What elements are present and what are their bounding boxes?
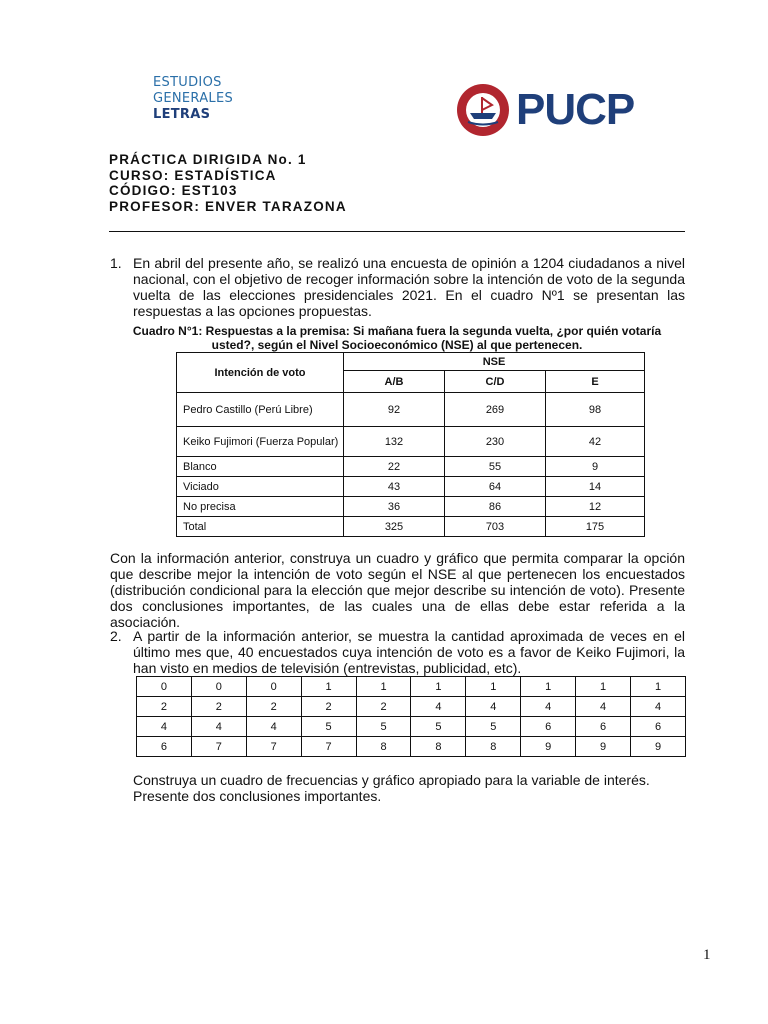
title-codigo: CÓDIGO: EST103	[109, 183, 238, 198]
table-cell: 1	[521, 677, 576, 697]
table-cell: 269	[445, 393, 546, 427]
title-block	[109, 152, 347, 214]
table-cell: 4	[631, 697, 686, 717]
table-cell: 4	[191, 717, 246, 737]
table-cell: 9	[546, 457, 645, 477]
table-cell: 4	[466, 697, 521, 717]
table-cell: 703	[445, 517, 546, 537]
table-cell: 43	[344, 477, 445, 497]
table-cell: 8	[356, 737, 411, 757]
table1-subheader: C/D	[445, 371, 546, 393]
table-cell: 8	[466, 737, 521, 757]
table-cell: 0	[137, 677, 192, 697]
table-cell: 36	[344, 497, 445, 517]
table-cell: 9	[576, 737, 631, 757]
table-cell: 0	[246, 677, 301, 697]
table-cell: 4	[576, 697, 631, 717]
table1-group-header: NSE	[344, 353, 645, 371]
table-row	[177, 393, 645, 427]
table-cell: 325	[344, 517, 445, 537]
table-row	[177, 427, 645, 457]
pucp-seal-icon	[456, 83, 510, 137]
estudios-generales-logo	[153, 75, 233, 123]
table-row	[137, 717, 686, 737]
vote-intention-table	[176, 352, 645, 537]
title-practica: PRÁCTICA DIRIGIDA No. 1	[109, 152, 307, 167]
title-curso: CURSO: ESTADÍSTICA	[109, 167, 277, 183]
table-cell: 6	[521, 717, 576, 737]
q2-text: A partir de la información anterior, se muestra la cantidad aproximada de veces en el último mes que, 40 encuestados cuya intención de voto es a favor de Keiko Fujimori, la han visto en medios de televisión (entrevistas, publicidad, etc).	[133, 628, 685, 676]
table1-col-header: Intención de voto	[177, 353, 344, 393]
table-cell: 86	[445, 497, 546, 517]
table-cell: 5	[466, 717, 521, 737]
pucp-logo: PUCP	[516, 85, 635, 134]
table-cell: 2	[191, 697, 246, 717]
table-cell: 55	[445, 457, 546, 477]
row-label: Keiko Fujimori (Fuerza Popular)	[177, 427, 344, 457]
table-cell: 14	[546, 477, 645, 497]
table-cell: 9	[631, 737, 686, 757]
table1-caption-line2: usted?, según el Nivel Socioeconómico (NSE) al que pertenecen.	[211, 338, 583, 352]
table-cell: 1	[356, 677, 411, 697]
table-cell: 132	[344, 427, 445, 457]
table-cell: 6	[631, 717, 686, 737]
row-label: No precisa	[177, 497, 344, 517]
table-cell: 6	[137, 737, 192, 757]
table-row	[177, 517, 645, 537]
table-row	[177, 477, 645, 497]
row-label: Total	[177, 517, 344, 537]
table1-subheader: E	[546, 371, 645, 393]
table-cell: 1	[576, 677, 631, 697]
table-cell: 5	[411, 717, 466, 737]
table-cell: 6	[576, 717, 631, 737]
table-cell: 7	[191, 737, 246, 757]
q2-number: 2.	[110, 628, 122, 644]
table-cell: 2	[137, 697, 192, 717]
table-cell: 12	[546, 497, 645, 517]
table-row	[137, 697, 686, 717]
q1-instruction: Con la información anterior, construya un cuadro y gráfico que permita comparar la opción que describe mejor la intención de voto según el NSE al que pertenecen los encuestados (distribución condicional para la elección que mejor describe su intención de voto). Presente dos conclusiones importantes, de las cuales una de ellas debe estar referida a la asociación.	[110, 550, 685, 630]
table-cell: 42	[546, 427, 645, 457]
table1-caption-line1: Cuadro N°1: Respuestas a la premisa: Si mañana fuera la segunda vuelta, ¿por quién votaría	[132, 324, 662, 338]
table-cell: 4	[246, 717, 301, 737]
table-cell: 64	[445, 477, 546, 497]
tv-exposure-table	[136, 676, 686, 757]
table-row	[137, 737, 686, 757]
eg-line-2: GENERALES	[153, 91, 234, 106]
q1-number: 1.	[110, 255, 122, 271]
table-cell: 92	[344, 393, 445, 427]
table-cell: 230	[445, 427, 546, 457]
table-cell: 0	[191, 677, 246, 697]
table-cell: 175	[546, 517, 645, 537]
table-cell: 2	[246, 697, 301, 717]
row-label: Blanco	[177, 457, 344, 477]
table-cell: 9	[521, 737, 576, 757]
eg-line-1: ESTUDIOS	[153, 75, 222, 90]
title-profesor: PROFESOR: ENVER TARAZONA	[109, 198, 347, 214]
table-cell: 1	[411, 677, 466, 697]
table1-caption	[110, 324, 684, 352]
row-label: Pedro Castillo (Perú Libre)	[177, 393, 344, 427]
table-cell: 4	[137, 717, 192, 737]
table-cell: 2	[301, 697, 356, 717]
table-cell: 4	[521, 697, 576, 717]
table-cell: 4	[411, 697, 466, 717]
table-cell: 1	[631, 677, 686, 697]
table-cell: 22	[344, 457, 445, 477]
q1-text: En abril del presente año, se realizó una encuesta de opinión a 1204 ciudadanos a nivel nacional, con el objetivo de recoger información sobre la intención de voto de la segunda vuelta de las elecciones presidenciales 2021. En el cuadro Nº1 se presentan las respuestas a las opciones propuestas.	[133, 255, 685, 319]
eg-line-3: LETRAS	[153, 107, 211, 122]
table-cell: 2	[356, 697, 411, 717]
header-divider	[109, 231, 685, 232]
q2-instruction: Construya un cuadro de frecuencias y gráfico apropiado para la variable de interés. Presente dos conclusiones importantes.	[133, 772, 650, 804]
table-cell: 7	[246, 737, 301, 757]
table-cell: 1	[466, 677, 521, 697]
table-cell: 8	[411, 737, 466, 757]
table-row	[177, 497, 645, 517]
table-row	[137, 677, 686, 697]
table-cell: 7	[301, 737, 356, 757]
table-cell: 98	[546, 393, 645, 427]
page-number: 1	[703, 947, 711, 963]
table-row	[177, 457, 645, 477]
table-cell: 5	[301, 717, 356, 737]
row-label: Viciado	[177, 477, 344, 497]
table1-subheader: A/B	[344, 371, 445, 393]
table-cell: 1	[301, 677, 356, 697]
table-cell: 5	[356, 717, 411, 737]
